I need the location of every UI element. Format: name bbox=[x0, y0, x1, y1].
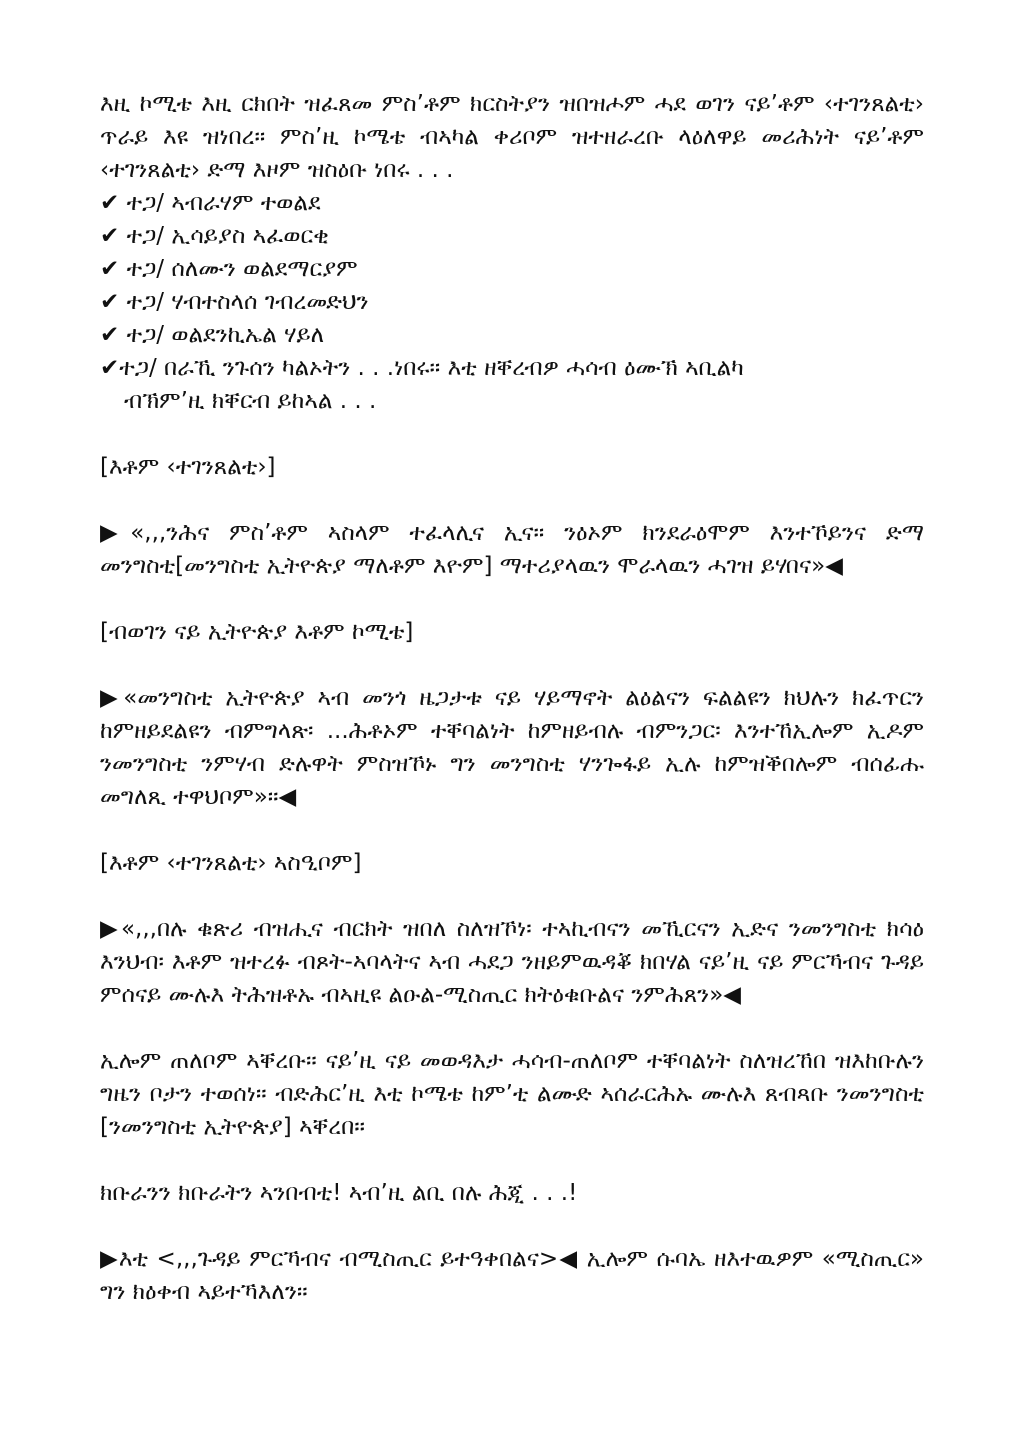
member-item: ✔ ተጋ/ ሰለሙን ወልደማርያም bbox=[100, 256, 358, 282]
section-heading-separatists: [እቶም ‹ተገንጸልቲ›] bbox=[100, 454, 276, 480]
member-list bbox=[100, 187, 924, 418]
intro-paragraph: እዚ ኮሚቴ እዚ ርክበት ዝፈጸመ ምስ’ቶም ክርስትያን ዝበዝሖም ሓደ ወገን ናይ’ቶም ‹ተገንጸልቲ› ጥራይ እዩ ዝነበረ። ምስ’ዚ ኮሜቴ ብኣካል ቀሪቦም ዝተዘራረቡ ላዕለዋይ መሪሕነት ናይ’ቶም ‹ተገንጸልቲ› ድማ እዞም ዝስዕቡ ነበሩ . . . bbox=[100, 91, 924, 183]
section-heading-committee: [ብወገን ናይ ኢትዮጵያ እቶም ኮሚቴ] bbox=[100, 619, 414, 645]
separatists-followup-quote: ▶«,,,በሉ ቁጽሪ ብዝሒና ብርክት ዝበለ ስለዝኾነ፡ ተኣኪብናን መኺርናን ኢድና ንመንግስቲ ክሳዕ እንህብ፡ እቶም ዝተረፉ ብጾት-ኣባላትና ኣብ ሓደጋ ንዘይምዉዳቖ ክበሃል ናይ’ዚ ናይ ምርኻብና ጉዳይ ምሰናይ ሙሉእ ትሕዝቶኡ ብኣዚዩ ልዑል-ሚስጢር ክትዕቁቡልና ንምሕጸን»◀ bbox=[100, 916, 924, 1008]
member-item: ✔ ተጋ/ ኢሳይያስ ኣፈወርቂ bbox=[100, 223, 329, 249]
member-item: ✔ ተጋ/ ኣብራሃም ተወልደ bbox=[100, 190, 321, 216]
member-item: ✔ ተጋ/ ወልደንኪኤል ሃይለ bbox=[100, 322, 325, 348]
committee-quote: ▶«መንግስቲ ኢትዮጵያ ኣብ መንጎ ዜጋታቱ ናይ ሃይማኖት ልዕልናን ፍልልዩን ክህሉን ክፈጥርን ከምዘይደልዩን ብምግላጽ፡ ...ሕቶኦም ተቐባልነት ከምዘይብሉ ብምንጋር፡ እንተኸኢሎም ኢዶም ንመንግስቲ ንምሃብ ድሉዋት ምስዝኾኑ ግን መንግስቲ ሃንጐፋይ ኢሉ ከምዝቕበሎም ብሰፊሑ መግለጺ ተዋህቦም»።◀ bbox=[100, 685, 924, 810]
conclusion-paragraph: ኢሎም ጠለቦም ኣቐረቡ። ናይ’ዚ ናይ መወዳእታ ሓሳብ-ጠለቦም ተቐባልነት ስለዝረኸበ ዝእከቡሉን ግዜን ቦታን ተወሰነ። ብድሕር’ዚ እቲ ኮሜቴ ከም’ቲ ልሙድ ኣሰራርሕኡ ሙሉእ ጸብጻቡ ንመንግስቲ [ንመንግስቲ ኢትዮጵያ] ኣቐረበ። bbox=[100, 1048, 924, 1140]
document-body bbox=[100, 88, 924, 1309]
section-heading-separatists-followup: [እቶም ‹ተገንጸልቲ› ኣስዒቦም] bbox=[100, 850, 362, 876]
reader-address: ክቡራንን ክቡራትን ኣንበብቲ! ኣብ’ዚ ልቢ በሉ ሕጂ . . .! bbox=[100, 1180, 578, 1206]
closing-paragraph: ▶እቲ <,,,ጉዳይ ምርኻብና ብሚስጢር ይተዓቀበልና>◀ ኢሎም ሱባኤ ዘእተዉዎም «ሚስጢር» ግን ክዕቀብ ኣይተኻእለን። bbox=[100, 1246, 924, 1305]
member-item-last-continuation: ብኽም’ዚ ክቐርብ ይከኣል . . . bbox=[124, 388, 377, 414]
separatists-quote: ▶«,,,ንሕና ምስ’ቶም ኣስላም ተፈላሊና ኢና። ንዕኦም ክንደራዕሞም እንተኾይንና ድማ መንግስቲ[መንግስቲ ኢትዮጵያ ማለቶም እዮም] ማተሪያላዉን ሞራላዉን ሓገዝ ይሃበና»◀ bbox=[100, 520, 924, 579]
member-item-last: ✔ተጋ/ በራኺ ንጉሰን ካልኦትን . . .ነበሩ። እቲ ዘቐረብዎ ሓሳብ ዕሙኽ ኣቢልካ bbox=[100, 355, 744, 381]
member-item: ✔ ተጋ/ ሃብተስላሰ ገብረመድህን bbox=[100, 289, 369, 315]
